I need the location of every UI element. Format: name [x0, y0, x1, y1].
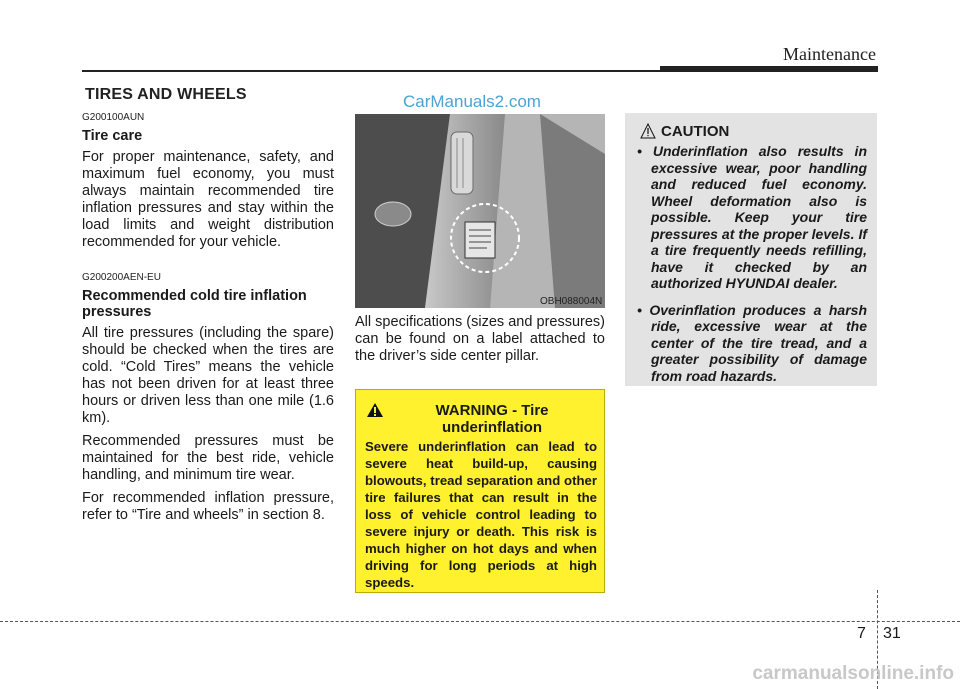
page-number: 31: [883, 625, 901, 642]
footer-rule: [0, 621, 960, 622]
running-header: Maintenance: [783, 44, 876, 64]
caution-list: [637, 143, 867, 394]
tire-care-heading: Tire care: [82, 128, 143, 144]
watermark-link[interactable]: CarManuals2.com: [403, 92, 541, 111]
caution-triangle-icon: [640, 123, 656, 139]
warning-title: WARNING - Tire underinflation: [435, 402, 549, 436]
cold-pressure-paragraph: All tire pressures (including the spare) should be checked when the tires are cold. “Cold Tires” means the vehicle has not been driven for at least three hours or driven less than one mile (1.6 km).: [82, 325, 334, 426]
header-rule-bold: [660, 66, 878, 72]
left-column: [82, 86, 334, 530]
door-pillar-photo: [355, 114, 605, 308]
tire-care-text: For proper maintenance, safety, and maximum fuel economy, you must always maintain recommended tire inflation pressures and stay within the load limits and weight distribution recommended for your vehicle.: [82, 149, 334, 250]
cold-pressure-paragraph: For recommended inflation pressure, refer to “Tire and wheels” in section 8.: [82, 490, 334, 523]
warning-text: Severe underinflation can lead to severe heat build-up, causing blowouts, tread separation and other tire failures that can result in the loss of vehicle control leading to severe injury or death. This risk is much higher on hot days and when driving for long periods at high speeds.: [365, 439, 597, 590]
watermark-footer: carmanualsonline.info: [752, 663, 954, 684]
section-title: TIRES AND WHEELS: [85, 86, 247, 103]
caution-box: [625, 113, 877, 386]
chapter-number: 7: [857, 625, 866, 642]
warning-triangle-icon: [366, 402, 384, 418]
figure-code: OBH088004N: [540, 296, 603, 307]
cold-pressure-code: G200200AEN-EU: [82, 272, 161, 283]
middle-column: [355, 314, 605, 371]
label-location-text: All specifications (sizes and pressures) can be found on a label attached to the driver’s side center pillar.: [355, 314, 605, 364]
caution-item: • Underinflation also results in excessive wear, poor handling and reduced fuel economy. Wheel deformation also is possible. Keep your tire pressures at the proper levels. If a tire frequently needs refilling, have it checked by an authorized HYUNDAI dealer.: [637, 143, 868, 291]
cold-pressure-paragraph: Recommended pressures must be maintained for the best ride, vehicle handling, and minimum tire wear.: [82, 433, 334, 483]
header-rule: [82, 70, 660, 72]
warning-box: [355, 389, 605, 593]
cold-pressure-heading: Recommended cold tire inflation pressures: [82, 288, 307, 320]
caution-item: • Overinflation produces a harsh ride, excessive wear at the center of the tire tread, and a greater possibility of damage from road hazards.: [637, 301, 867, 384]
tire-care-code: G200100AUN: [82, 112, 145, 123]
caution-title: CAUTION: [661, 123, 730, 140]
